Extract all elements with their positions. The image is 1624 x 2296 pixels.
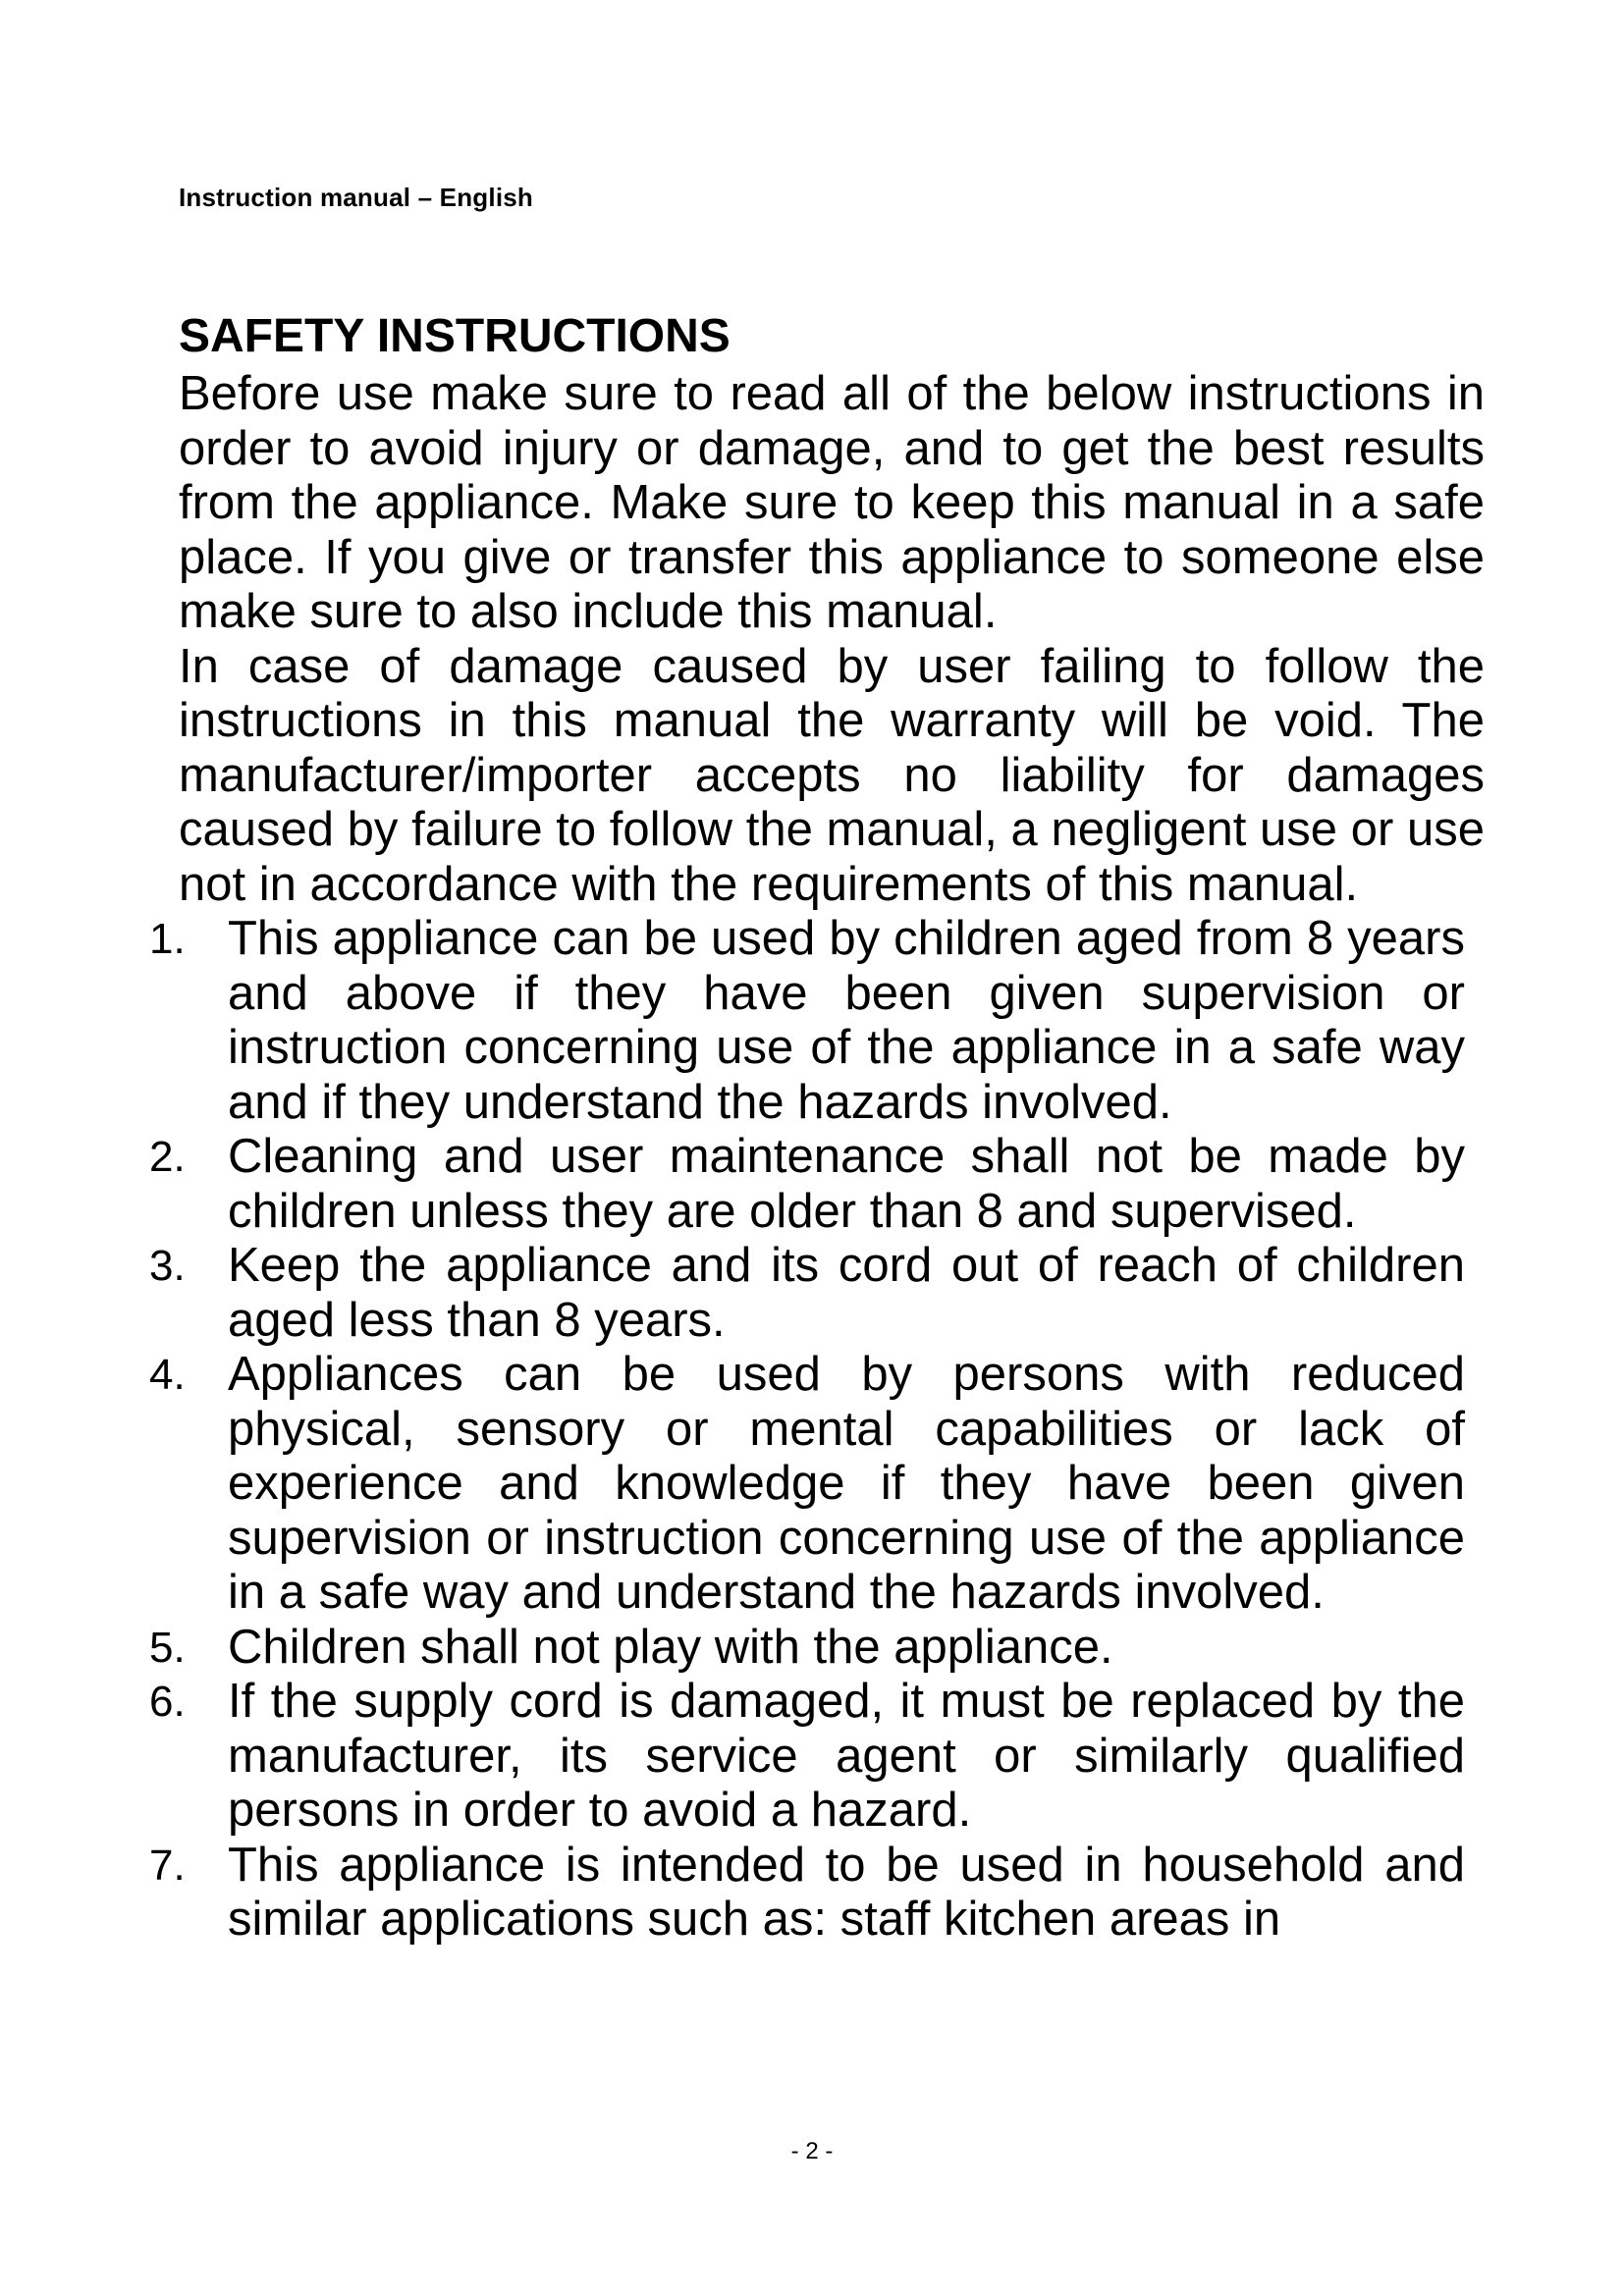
list-item-text: This appliance can be used by children aged from 8 years and above if they have been given supervision or instruction concerning use of the appliance in a safe way and if they understand the hazards involved. bbox=[228, 912, 1465, 1129]
list-item-number: 6. bbox=[149, 1678, 186, 1726]
list-item-text: Appliances can be used by persons with reduced physical, sensory or mental capabilities or lack of experience and knowledge if they have been given supervision or instruction concerning use of the appliance in a safe way and understand the hazards involved. bbox=[228, 1348, 1465, 1619]
warranty-paragraph: In case of damage caused by user failing to follow the instructions in this manual the warranty will be void. The manufacturer/importer accepts no liability for damages caused by failure to follow the manual, a negligent use or use not in accordance with the requirements of this manual. bbox=[179, 639, 1485, 911]
list-item-number: 3. bbox=[149, 1242, 186, 1290]
list-item-number: 2. bbox=[149, 1133, 186, 1181]
list-item bbox=[149, 1839, 1465, 1948]
list-item-text: If the supply cord is damaged, it must be replaced by the manufacturer, its service agent or similarly qualified persons in order to avoid a hazard. bbox=[228, 1675, 1465, 1837]
list-item-text: Keep the appliance and its cord out of reach of children aged less than 8 years. bbox=[228, 1239, 1465, 1347]
intro-paragraph: Before use make sure to read all of the below instructions in order to avoid injury or damage, and to get the best results from the appliance. Make sure to keep this manual in a safe place. If you give or transfer this appliance to someone else make sure to also include this manual. bbox=[179, 367, 1485, 638]
running-header: Instruction manual – English bbox=[179, 183, 533, 212]
list-item-number: 1. bbox=[149, 915, 186, 963]
list-item-text: This appliance is intended to be used in household and similar applications such as: staff kitchen areas in bbox=[228, 1838, 1465, 1946]
list-item-number: 5. bbox=[149, 1623, 186, 1672]
list-item bbox=[149, 1348, 1465, 1621]
section-title: SAFETY INSTRUCTIONS bbox=[179, 310, 731, 362]
safety-list bbox=[149, 912, 1465, 1948]
list-item-text: Children shall not play with the appliance. bbox=[228, 1620, 1113, 1674]
list-item-number: 7. bbox=[149, 1841, 186, 1890]
page-content bbox=[149, 306, 1485, 1948]
list-item-text: Cleaning and user maintenance shall not be made by children unless they are older than 8 and supervised. bbox=[228, 1130, 1465, 1238]
list-item-number: 4. bbox=[149, 1351, 186, 1399]
list-item bbox=[149, 1239, 1465, 1348]
list-item bbox=[149, 1130, 1465, 1239]
page-number: - 2 - bbox=[790, 2138, 834, 2164]
list-item bbox=[149, 1675, 1465, 1839]
list-item bbox=[149, 1621, 1465, 1676]
list-item bbox=[149, 912, 1465, 1130]
